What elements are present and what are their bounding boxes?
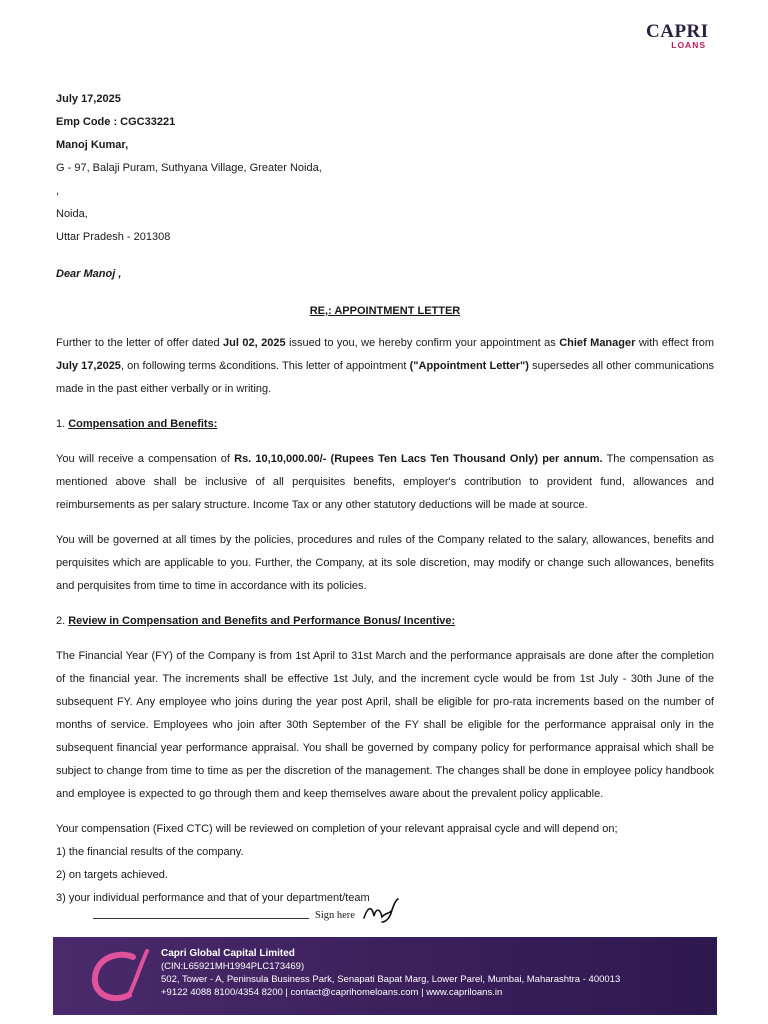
capri-c-logo-icon xyxy=(89,947,151,1005)
signature-scribble xyxy=(362,898,402,924)
list-item: 3) your individual performance and that of your department/team xyxy=(56,892,370,904)
section-2-heading: 2. Review in Compensation and Benefits and Performance Bonus/ Incentive: xyxy=(56,615,456,627)
logo-wordmark: CAPRI xyxy=(646,21,709,42)
signature-line xyxy=(93,918,309,919)
company-footer xyxy=(53,937,717,1015)
compensation-paragraph: You will receive a compensation of Rs. 10,10,000.00/- (Rupees Ten Lacs Ten Thousand Only) per annum. The compensation as mentioned above shall be inclusive of all perquisites benefits, employer's contribution to provident fund, allowances and reimbursements as per salary structure. Income Tax or any other statutory deductions will be made at source. xyxy=(56,453,714,511)
address-state: Uttar Pradesh - 201308 xyxy=(56,231,171,243)
address-line-1: G - 97, Balaji Puram, Suthyana Village, Greater Noida, xyxy=(56,162,322,174)
address-city: Noida, xyxy=(56,208,88,220)
sign-here-label: Sign here xyxy=(315,910,355,921)
letter-body xyxy=(56,88,714,910)
letter-date: July 17,2025 xyxy=(56,93,121,105)
intro-paragraph: Further to the letter of offer dated Jul 02, 2025 issued to you, we hereby confirm your appointment as Chief Manager with effect from July 17,2025, on following terms &conditions. This letter of appointment ("Appointment Letter") supersedes all other communications made in the past either verbally or in writing. xyxy=(56,337,715,395)
employee-code: Emp Code : CGC33221 xyxy=(56,116,176,128)
salutation: Dear Manoj , xyxy=(56,268,122,280)
company-logo xyxy=(646,21,709,50)
recipient-address xyxy=(56,157,714,249)
footer-address: 502, Tower - A, Peninsula Business Park, Senapati Bapat Marg, Lower Parel, Mumbai, Maharashtra - 400013 xyxy=(161,974,621,985)
list-item: 1) the financial results of the company. xyxy=(56,846,244,858)
list-item: 2) on targets achieved. xyxy=(56,869,168,881)
recipient-name: Manoj Kumar, xyxy=(56,139,129,151)
address-line-2: , xyxy=(56,185,60,197)
logo-subtitle: LOANS xyxy=(671,40,706,50)
footer-cin: (CIN:L65921MH1994PLC173469) xyxy=(161,961,305,972)
footer-company-name: Capri Global Capital Limited xyxy=(161,948,295,959)
financial-year-paragraph: The Financial Year (FY) of the Company is from 1st April to 31st March and the performance appraisals are done after the completion of the financial year. The increments shall be effective 1st July, and the increment cycle would be from 1st July - 30th June of the subsequent FY. Any employee who joins during the year post April, shall be eligible for pro-rata increments based on the number of months of service. Employees who join after 30th September of the FY shall be eligible for the performance appraisal only in the subsequent financial year performance appraisal. You shall be governed by company policy for performance appraisal which shall be subject to change from time to time as per the discretion of the management. The changes shall be done in employee policy handbook and employee is expected to go through them and keep themselves aware about the prevalent policy applicable. xyxy=(56,650,714,800)
recipient-block xyxy=(56,88,714,157)
subject-line: RE,: APPOINTMENT LETTER xyxy=(309,305,461,317)
footer-contact: +9122 4088 8100/4354 8200 | contact@caprihomeloans.com | www.capriloans.in xyxy=(161,987,503,998)
policy-paragraph: You will be governed at all times by the policies, procedures and rules of the Company related to the salary, allowances, benefits and perquisites which are applicable to you. Further, the Company, at its sole discretion, may modify or change such allowances, benefits and perquisites from time to time in accordance with its policies. xyxy=(56,534,714,592)
review-paragraph: Your compensation (Fixed CTC) will be reviewed on completion of your relevant appraisal cycle and will depend on; xyxy=(56,823,618,835)
section-1-heading: 1. Compensation and Benefits: xyxy=(56,418,218,430)
footer-details xyxy=(161,947,620,999)
